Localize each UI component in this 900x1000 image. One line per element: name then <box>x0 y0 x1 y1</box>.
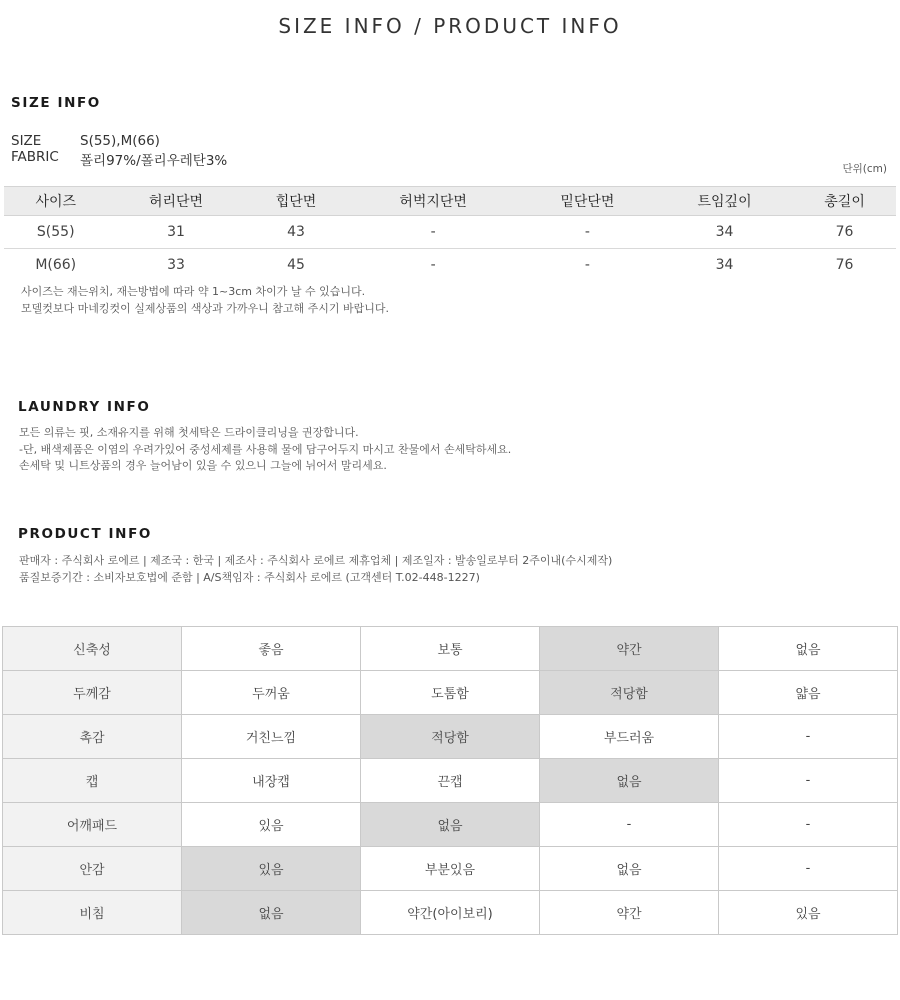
feature-option-selected: 없음 <box>361 803 540 847</box>
size-table-cell: 76 <box>835 257 854 274</box>
feature-row <box>3 847 898 891</box>
size-table-cell: - <box>347 216 518 249</box>
feature-option: 거친느낌 <box>182 715 361 759</box>
feature-option: - <box>719 847 898 891</box>
feature-label: 안감 <box>3 847 182 891</box>
laundry-note-line: 모든 의류는 핏, 소재유지를 위해 첫세탁은 드라이클리닝을 권장합니다. <box>19 426 359 439</box>
size-table-cell: 43 <box>245 216 348 249</box>
feature-row <box>3 759 898 803</box>
size-table-header: 허벅지단면 <box>347 187 518 216</box>
feature-option: 있음 <box>719 891 898 935</box>
feature-label: 캡 <box>3 759 182 803</box>
size-table-cell: 34 <box>656 216 793 249</box>
feature-option: 좋음 <box>182 627 361 671</box>
laundry-note-line: 손세탁 및 니트상품의 경우 늘어남이 있을 수 있으니 그늘에 뉘어서 말리세요. <box>19 459 387 472</box>
size-table-header: 허리단면 <box>107 187 244 216</box>
feature-row <box>3 715 898 759</box>
unit-label: 단위(cm) <box>842 163 887 175</box>
feature-option: 도톰함 <box>361 671 540 715</box>
feature-label: 신축성 <box>3 627 182 671</box>
size-table <box>4 186 896 282</box>
size-table-header: 힙단면 <box>245 187 348 216</box>
feature-option: 있음 <box>182 803 361 847</box>
feature-option: 두꺼움 <box>182 671 361 715</box>
feature-option: 끈캡 <box>361 759 540 803</box>
size-table-cell: 31 <box>107 216 244 249</box>
feature-grid <box>2 626 898 935</box>
feature-label: 어깨패드 <box>3 803 182 847</box>
size-table-row <box>4 216 896 249</box>
size-table-header: 트임깊이 <box>656 187 793 216</box>
size-table-cell: 45 <box>287 257 305 274</box>
feature-row <box>3 891 898 935</box>
feature-option: - <box>719 803 898 847</box>
feature-row <box>3 671 898 715</box>
size-table-cell: 33 <box>167 257 185 274</box>
size-note-line: 사이즈는 재는위치, 재는방법에 따라 약 1~3cm 차이가 날 수 있습니다. <box>21 285 366 298</box>
size-table-header: 총길이 <box>793 187 896 216</box>
fabric-spec-row <box>11 149 227 169</box>
laundry-note-line: -단, 배색제품은 이염의 우려가있어 중성세제를 사용해 물에 담구어두지 마시고 찬물에서 손세탁하세요. <box>19 442 512 456</box>
feature-option: - <box>719 715 898 759</box>
size-table-header: 사이즈 <box>4 187 107 216</box>
fabric-value: 폴리97%/폴리우레탄3% <box>80 153 228 169</box>
size-table-cell: 34 <box>715 257 734 274</box>
size-value: S(55),M(66) <box>80 133 160 149</box>
feature-option: - <box>540 803 719 847</box>
laundry-info-heading: LAUNDRY INFO <box>18 399 151 415</box>
size-table-cell: - <box>584 257 590 274</box>
product-note-line: 판매자 : 주식회사 로에르 | 제조국 : 한국 | 제조사 : 주식회사 로에르 제휴업체 | 제조일자 : 발송일로부터 2주이내(수시제작) <box>19 554 613 567</box>
feature-option: 부분있음 <box>361 847 540 891</box>
size-table-cell: S(55) <box>4 216 107 249</box>
size-table-cell: 76 <box>793 216 896 249</box>
feature-option-selected: 적당함 <box>361 715 540 759</box>
feature-option: 부드러움 <box>540 715 719 759</box>
size-notes <box>21 284 389 317</box>
feature-option: 없음 <box>719 627 898 671</box>
size-info-heading: SIZE INFO <box>11 95 101 111</box>
feature-option: 내장캡 <box>182 759 361 803</box>
feature-option: 약간 <box>540 891 719 935</box>
feature-option-selected: 있음 <box>182 847 361 891</box>
feature-option: 약간(아이보리) <box>361 891 540 935</box>
product-info-heading: PRODUCT INFO <box>18 526 152 542</box>
feature-option-selected: 약간 <box>540 627 719 671</box>
size-note-line: 모델컷보다 마네킹컷이 실제상품의 색상과 가까우니 참고해 주시기 바랍니다. <box>21 301 390 315</box>
laundry-notes <box>19 425 511 475</box>
size-table-header-row <box>4 187 896 216</box>
feature-option-selected: 적당함 <box>540 671 719 715</box>
size-table-cell: M(66) <box>35 257 77 274</box>
feature-option: 보통 <box>361 627 540 671</box>
fabric-key: FABRIC <box>11 149 59 165</box>
feature-label: 두께감 <box>3 671 182 715</box>
feature-option-selected: 없음 <box>182 891 361 935</box>
page-title: SIZE INFO / PRODUCT INFO <box>278 14 622 38</box>
size-table-cell: - <box>519 216 656 249</box>
product-note-line: 품질보증기간 : 소비자보호법에 준함 | A/S책임자 : 주식회사 로에르 (고객센터 T.02-448-1227) <box>19 570 480 584</box>
feature-row <box>3 627 898 671</box>
size-table-row <box>4 249 896 282</box>
feature-label: 비침 <box>3 891 182 935</box>
feature-row <box>3 803 898 847</box>
size-key: SIZE <box>11 133 42 149</box>
feature-option-selected: 없음 <box>540 759 719 803</box>
feature-option: - <box>719 759 898 803</box>
size-table-header: 밑단단면 <box>519 187 656 216</box>
feature-option: 얇음 <box>719 671 898 715</box>
product-notes <box>19 553 612 586</box>
size-table-cell: - <box>430 257 436 274</box>
feature-label: 촉감 <box>3 715 182 759</box>
feature-option: 없음 <box>540 847 719 891</box>
size-spec-row <box>11 133 160 149</box>
